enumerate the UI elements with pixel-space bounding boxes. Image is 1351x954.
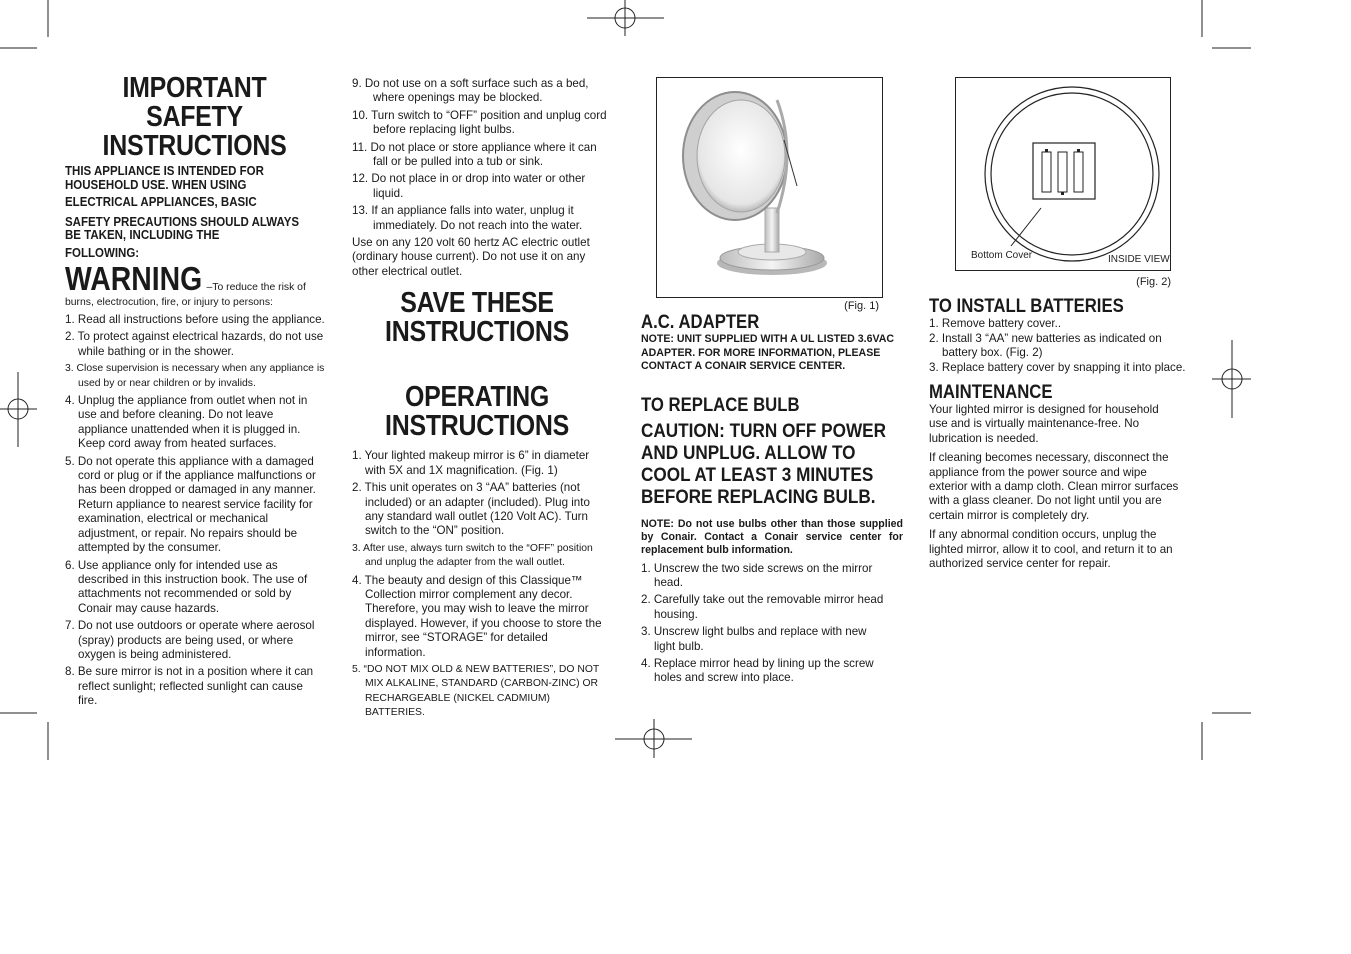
list-item: 3. Close supervision is necessary when any appliance is used by or near children or by invalids.: [65, 363, 325, 389]
list-item: 1. Unscrew the two side screws on the mirror head.: [641, 561, 873, 590]
list-item: 10. Turn switch to “OFF” position and unplug cord before replacing light bulbs.: [352, 108, 607, 137]
batteries-list: [929, 317, 1187, 375]
adapter-title: A.C. ADAPTER: [641, 312, 760, 334]
list-item: 3. Unscrew light bulbs and replace with new light bulb.: [641, 625, 867, 653]
list-item: 3. Replace battery cover by snapping it into place.: [929, 360, 1186, 374]
fig2-frame: [955, 77, 1171, 271]
list-item: 7. Do not use outdoors or operate where aerosol (spray) products are being used, or where oxygen is being administered.: [65, 619, 315, 661]
safety-column: [65, 74, 325, 712]
list-item: 2. To protect against electrical hazards, do not use while bathing or in the shower.: [65, 330, 324, 358]
list-item: 2. Install 3 “AA” new batteries as indicated on battery box. (Fig. 2): [929, 331, 1162, 360]
mirror-illustration: [657, 78, 882, 297]
bulb-title: TO REPLACE BULB: [641, 395, 800, 417]
batteries-title: TO INSTALL BATTERIES: [929, 296, 1124, 318]
fig1-frame: [656, 77, 883, 298]
fig2-label-right: INSIDE VIEW: [1108, 254, 1170, 265]
safety-list-2: [352, 77, 610, 233]
fig1-caption: (Fig. 1): [844, 300, 879, 312]
maintenance-bulb-column: [641, 74, 903, 689]
operating-list: [352, 449, 610, 720]
safety-title: IMPORTANT SAFETY INSTRUCTIONS: [102, 72, 287, 162]
list-item: 9. Do not use on a soft surface such as a bed, where openings may be blocked.: [352, 77, 589, 105]
intro-line-4: FOLLOWING:: [65, 245, 140, 260]
intro-line-2: ELECTRICAL APPLIANCES, BASIC: [65, 195, 257, 209]
list-item: 3. After use, always turn switch to the “OFF” position and unplug the adapter from the wall outlet.: [352, 542, 593, 569]
list-item: 5. Do not operate this appliance with a damaged cord or plug or if the appliance malfunctions or has been dropped or damaged in any manner. Return appliance to nearest service facility for examination, electrical or mechanical adjustment, or repair. No repairs should be attempted by the consumer.: [65, 454, 316, 555]
batteries-column: [929, 74, 1187, 577]
maintenance-para-1: Your lighted mirror is designed for household use and is virtually maintenance-free. No lubrication is needed.: [929, 403, 1159, 445]
list-item: 1. Your lighted makeup mirror is 6” in diameter with 5X and 1X magnification. (Fig. 1): [352, 449, 590, 477]
list-item: 1. Read all instructions before using the appliance.: [65, 313, 325, 326]
operating-column: [352, 77, 610, 724]
list-item: 8. Be sure mirror is not in a position where it can reflect sunlight; reflected sunlight can cause fire.: [65, 665, 314, 708]
list-item: 6. Use appliance only for intended use as described in this instruction book. The use of attachments not recommended or sold by Conair may cause hazards.: [65, 558, 308, 615]
list-item: 4. Replace mirror head by lining up the screw holes and screw into place.: [641, 657, 874, 685]
list-item: 5. “DO NOT MIX OLD & NEW BATTERIES”, DO NOT MIX ALKALINE, STANDARD (CARBON-ZINC) OR RECHARGEABLE (NICKEL CADMIUM) BATTERIES.: [352, 663, 600, 719]
list-item: 11. Do not place or store appliance where it can fall or be pulled into a tub or sink.: [352, 140, 597, 169]
list-item: 12. Do not place in or drop into water or other liquid.: [352, 172, 586, 200]
list-item: 1. Remove battery cover..: [929, 317, 1062, 331]
safety-list-1: [65, 313, 325, 709]
maintenance-title: MAINTENANCE: [929, 382, 1053, 404]
caution-text: CAUTION: TURN OFF POWER AND UNPLUG. ALLOW TO COOL AT LEAST 3 MINUTES BEFORE REPLACING BULB.: [641, 420, 886, 509]
list-item: 4. Unplug the appliance from outlet when not in use and before cleaning. Do not leave appliance unattended when it is plugged in. Keep cord away from heated surfaces.: [65, 394, 308, 451]
maintenance-para-2: If cleaning becomes necessary, disconnect the appliance from the power source and wipe exterior with a damp cloth. Clean mirror surfaces with a glass cleaner. Do not light until you are certain mirror is completely dry.: [929, 451, 1179, 522]
fig2-caption: (Fig. 2): [1136, 276, 1171, 288]
intro-line-3: SAFETY PRECAUTIONS SHOULD ALWAYS BE TAKEN, INCLUDING THE: [65, 214, 300, 242]
warning-text: –To reduce the risk of burns, electrocution, fire, or injury to persons:: [65, 282, 306, 308]
maintenance-para-3: If any abnormal condition occurs, unplug the lighted mirror, allow it to cool, and return it to an authorized service center for repair.: [929, 528, 1173, 571]
list-item: 13. If an appliance falls into water, unplug it immediately. Do not reach into the water.: [352, 204, 583, 232]
bulb-note: NOTE: Do not use bulbs other than those supplied by Conair. Contact a Conair service center for replacement bulb information.: [641, 518, 903, 557]
list-item: 2. This unit operates on 3 “AA” batteries (not included) or an adapter (included). Plug into any standard wall outlet (120 Volt AC). Turn switch to the “ON” position.: [352, 481, 590, 538]
operating-title: OPERATING INSTRUCTIONS: [385, 381, 569, 443]
intro-line-1: THIS APPLIANCE IS INTENDED FOR HOUSEHOLD USE. WHEN USING: [65, 164, 264, 192]
save-title: SAVE THESE INSTRUCTIONS: [385, 287, 569, 349]
warning-word: WARNING: [65, 260, 203, 297]
adapter-note: NOTE: UNIT SUPPLIED WITH A UL LISTED 3.6VAC ADAPTER. FOR MORE INFORMATION, PLEASE CONTACT A CONAIR SERVICE CENTER.: [641, 333, 895, 372]
battery-diagram: [956, 78, 1170, 270]
outlet-text: Use on any 120 volt 60 hertz AC electric outlet (ordinary house current). Do not use it on any other electrical outlet.: [352, 236, 590, 278]
fig2-label-left: Bottom Cover: [971, 250, 1033, 261]
list-item: 4. The beauty and design of this Classique™ Collection mirror complement any decor. Therefore, you may wish to leave the mirror displayed. However, if you choose to store the mirror, see “STORAGE” for detailed information.: [352, 573, 602, 659]
list-item: 2. Carefully take out the removable mirror head housing.: [641, 593, 884, 621]
bulb-list: [641, 562, 886, 686]
